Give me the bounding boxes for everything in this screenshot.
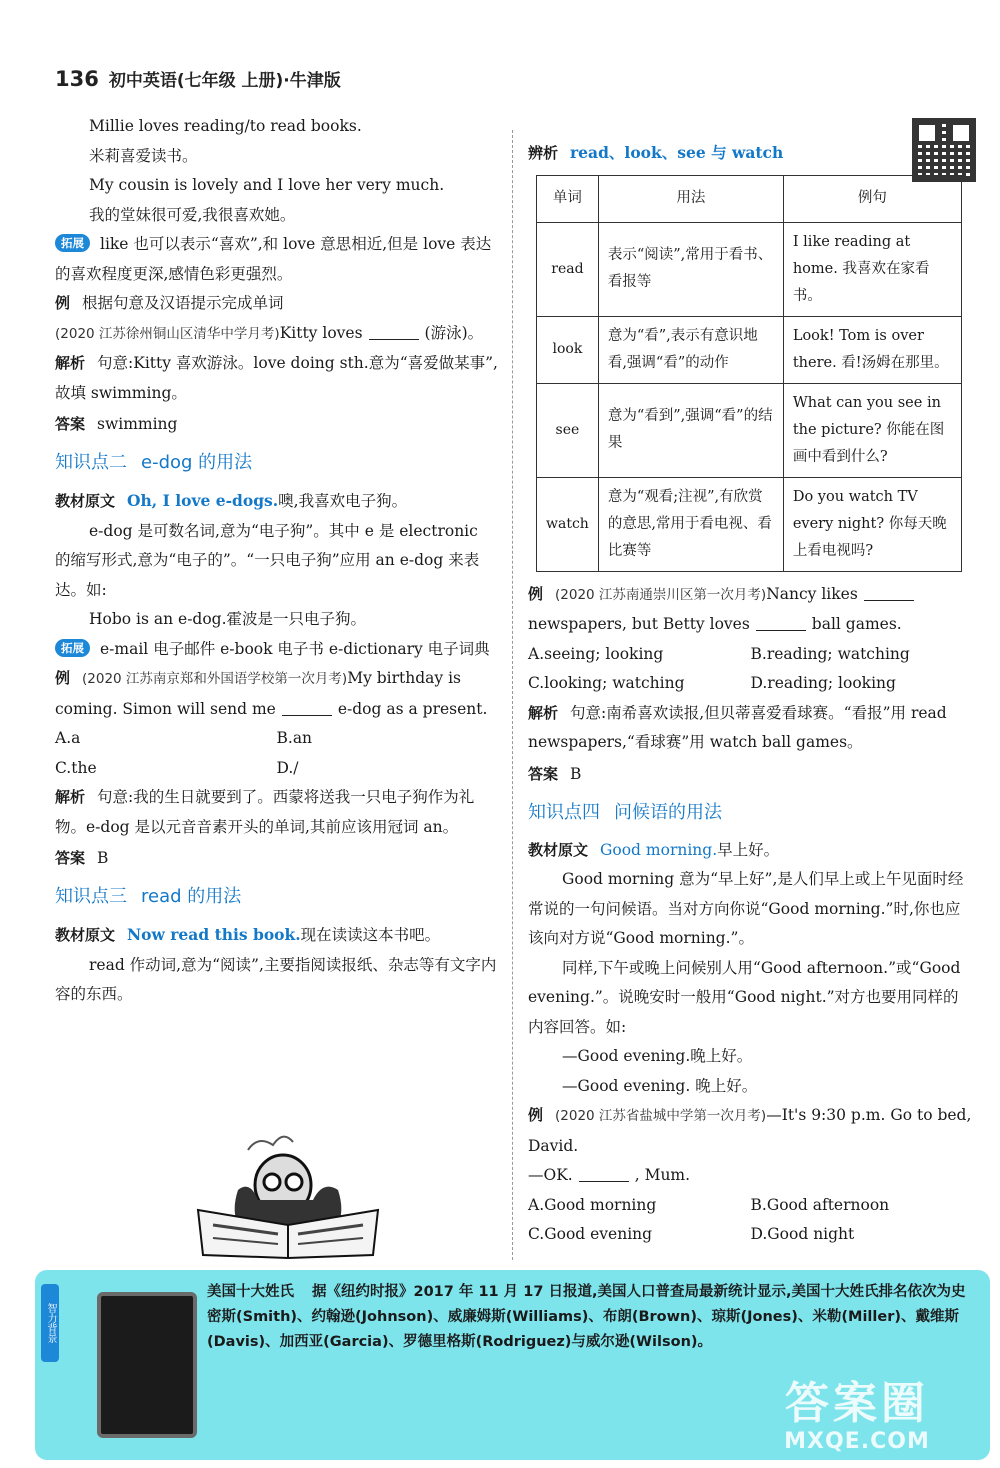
- stem-text: My birthday is coming. Simon will send me: [55, 669, 462, 718]
- option-a: A.seeing; looking: [528, 644, 664, 663]
- extension-note: [55, 635, 498, 665]
- watermark-url: MXQE.COM: [784, 1429, 930, 1454]
- trivia-text: 据《纽约时报》2017 年 11 月 17 日报道,美国人口普查局最新统计显示,美国十大姓氏排名依次为史密斯(Smith)、约翰逊(Johnson)、威廉姆斯(Williams)、布朗(Brown)、琼斯(Jones)、米勒(Miller)、戴维斯(Davis)、加西亚(Garcia)、罗德里格斯(Rodriguez)与威尔逊(Wilson)。: [207, 1284, 966, 1350]
- option-d: D./: [276, 758, 299, 777]
- example-sentence-en: Millie loves reading/to read books.: [89, 117, 362, 135]
- table-cell-word: see: [537, 383, 599, 477]
- dialog-line: —Good evening.晚上好。: [562, 1047, 753, 1065]
- example-sentence: Hobo is an e-dog.霍波是一只电子狗。: [89, 610, 367, 628]
- section-topic: 问候语的用法: [614, 801, 722, 823]
- example-label: 例: [528, 1106, 544, 1124]
- example-label: 例: [528, 584, 544, 603]
- section-heading: [55, 880, 498, 914]
- table-cell-word: read: [537, 222, 599, 316]
- answer: [55, 408, 498, 440]
- original-label: 教材原文: [528, 840, 589, 859]
- answer-text: B: [97, 849, 109, 867]
- option-a: A.Good morning: [528, 1195, 657, 1214]
- explanation-text: e-dog 是可数名词,意为“电子狗”。其中 e 是 electronic 的缩写形式,意为“电子的”。“一只电子狗”应用 an e-dog 来表达。如:: [55, 521, 480, 599]
- table-row: [537, 383, 962, 477]
- answer-options: [528, 1191, 973, 1250]
- trivia-content: [207, 1280, 977, 1355]
- option-b: B.Good afternoon: [750, 1195, 890, 1214]
- analysis: [528, 699, 973, 758]
- extension-note: [55, 230, 498, 289]
- table-cell-example: Do you watch TV every night? 你每天晚上看电视吗?: [783, 477, 961, 571]
- original-cn: 早上好。: [717, 840, 780, 859]
- analysis: [55, 783, 498, 842]
- stem-text: newspapers, but Betty loves: [528, 615, 750, 633]
- stem-text: —OK.: [528, 1166, 573, 1184]
- section-heading: [55, 446, 498, 480]
- answer: [55, 842, 498, 874]
- table-cell-usage: 表示“阅读”,常用于看书、看报等: [598, 222, 783, 316]
- stem-text: Nancy likes: [766, 584, 858, 603]
- column-divider: [512, 130, 513, 1260]
- answer-blank: [369, 325, 419, 340]
- table-cell-word: watch: [537, 477, 599, 571]
- analysis: [55, 349, 498, 408]
- option-b: B.reading; watching: [750, 644, 910, 663]
- answer-options: [55, 724, 498, 783]
- stem-text: —It's 9:30 p.m. Go to bed, David.: [528, 1106, 972, 1155]
- answer-label: 答案: [528, 764, 559, 783]
- option-d: D.Good night: [750, 1225, 855, 1243]
- left-column: [55, 112, 498, 1010]
- explanation-text: read 作动词,意为“阅读”,主要指阅读报纸、杂志等有文字内容的东西。: [55, 955, 497, 1003]
- trivia-tag: 智力背景: [41, 1284, 59, 1362]
- comparison-label: 辨析: [528, 144, 559, 162]
- answer-blank: [756, 616, 806, 631]
- stem-text: ball games.: [811, 615, 902, 633]
- example-sentence-cn: 我的堂妹很可爱,我很喜欢她。: [89, 205, 296, 224]
- table-cell-example: Look! Tom is over there. 看!汤姆在那里。: [783, 316, 961, 383]
- exercise-stem: [528, 580, 973, 640]
- example-sentence-en: My cousin is lovely and I love her very much.: [89, 176, 445, 194]
- exercise-source: (2020 江苏南通崇川区第一次月考): [555, 586, 767, 603]
- analysis-label: 解析: [55, 788, 86, 806]
- table-header-row: [537, 175, 962, 222]
- comparison-table: [536, 175, 962, 572]
- analysis-text: 句意:Kitty 喜欢游泳。love doing sth.意为“喜爱做某事”,故填 swimming。: [55, 354, 498, 402]
- section-heading: [528, 796, 973, 830]
- example-label: 例: [55, 669, 71, 687]
- exercise-source: (2020 江苏徐州铜山区清华中学月考): [55, 325, 280, 342]
- table-cell-word: look: [537, 316, 599, 383]
- option-c: C.the: [55, 758, 97, 777]
- extension-badge: 拓展: [55, 234, 90, 252]
- analysis-label: 解析: [55, 354, 86, 372]
- trivia-title: 美国十大姓氏: [207, 1284, 294, 1300]
- reading-man-illustration: [188, 1130, 388, 1260]
- answer: [528, 758, 973, 790]
- textbook-original: [55, 920, 498, 951]
- option-b: B.an: [276, 729, 313, 747]
- page-number: 136: [55, 67, 99, 91]
- exercise-stem: [55, 664, 498, 724]
- table-row: [537, 477, 962, 571]
- exercise-source: (2020 江苏南京郑和外国语学校第一次月考): [82, 671, 348, 687]
- comparison-heading: [528, 138, 973, 169]
- table-cell-usage: 意为“看”,表示有意识地看,强调“看”的动作: [598, 316, 783, 383]
- table-header: 用法: [598, 175, 783, 222]
- analysis-text: 句意:我的生日就要到了。西蒙将送我一只电子狗作为礼物。e-dog 是以元音音素开头的单词,其前应该用冠词 an。: [55, 788, 475, 836]
- original-cn: 噢,我喜欢电子狗。: [278, 492, 408, 510]
- option-c: C.looking; watching: [528, 674, 685, 692]
- analysis-label: 解析: [528, 703, 559, 722]
- textbook-original: [528, 836, 973, 866]
- original-cn: 现在读读这本书吧。: [300, 926, 441, 944]
- answer-blank: [864, 586, 914, 601]
- section-number: 知识点四: [528, 801, 600, 823]
- original-en: Oh, I love e-dogs.: [127, 491, 279, 510]
- option-a: A.a: [55, 729, 81, 747]
- extension-text: like 也可以表示“喜欢”,和 love 意思相近,但是 love 表达的喜欢程度更深,感情色彩更强烈。: [55, 235, 492, 283]
- dialog-line: —Good evening. 晚上好。: [562, 1076, 758, 1095]
- exercise-stem: [528, 1161, 973, 1191]
- stem-text: (游泳)。: [424, 323, 484, 342]
- option-c: C.Good evening: [528, 1225, 653, 1243]
- section-topic: read 的用法: [141, 886, 242, 907]
- answer-blank: [579, 1167, 629, 1182]
- exercise-instruction: [55, 289, 498, 319]
- table-cell-example: I like reading at home. 我喜欢在家看书。: [783, 222, 961, 316]
- table-row: [537, 316, 962, 383]
- original-label: 教材原文: [55, 492, 116, 510]
- exercise-instruction-text: 根据句意及汉语提示完成单词: [82, 294, 284, 312]
- exercise-stem: [55, 319, 498, 350]
- section-number: 知识点三: [55, 886, 127, 907]
- answer-options: [528, 640, 973, 699]
- table-cell-usage: 意为“观看;注视”,有欣赏的意思,常用于看电视、看比赛等: [598, 477, 783, 571]
- extension-badge: 拓展: [55, 639, 90, 657]
- table-row: [537, 222, 962, 316]
- book-title: 初中英语(七年级 上册)·牛津版: [108, 71, 341, 91]
- trivia-image: [97, 1292, 197, 1438]
- table-header: 例句: [783, 175, 961, 222]
- stem-text: Kitty loves: [279, 323, 363, 342]
- example-sentence-cn: 米莉喜爱读书。: [89, 146, 198, 165]
- exercise-stem: [528, 1101, 973, 1161]
- watermark-logo-text: 答案圈: [785, 1378, 929, 1429]
- example-label: 例: [55, 294, 71, 312]
- table-cell-usage: 意为“看到”,强调“看”的结果: [598, 383, 783, 477]
- stem-text: , Mum.: [634, 1166, 691, 1184]
- textbook-original: [55, 486, 498, 517]
- answer-blank: [282, 701, 332, 716]
- answer-text: swimming: [97, 415, 178, 433]
- extension-text: e-mail 电子邮件 e-book 电子书 e-dictionary 电子词典: [100, 639, 490, 658]
- table-cell-example: What can you see in the picture? 你能在图画中看到什么?: [783, 383, 961, 477]
- answer-label: 答案: [55, 415, 86, 433]
- original-en: Good morning.: [600, 840, 718, 859]
- answer-text: B: [570, 764, 582, 783]
- right-column: [528, 138, 973, 1250]
- comparison-title: read、look、see 与 watch: [570, 143, 784, 162]
- answer-label: 答案: [55, 849, 86, 867]
- option-d: D.reading; looking: [750, 674, 896, 692]
- explanation-text: 同样,下午或晚上问候别人用“Good afternoon.”或“Good evening.”。说晚安时一般用“Good night.”对方也要用同样的内容回答。如:: [528, 958, 961, 1036]
- original-en: Now read this book.: [127, 925, 301, 944]
- exercise-source: (2020 江苏省盐城中学第一次月考): [555, 1108, 767, 1124]
- section-number: 知识点二: [55, 452, 127, 473]
- table-header: 单词: [537, 175, 599, 222]
- analysis-text: 句意:南希喜欢读报,但贝蒂喜爱看球赛。“看报”用 read newspapers,“看球赛”用 watch ball games。: [528, 703, 947, 751]
- original-label: 教材原文: [55, 926, 116, 944]
- site-watermark: [732, 1378, 982, 1458]
- explanation-text: Good morning 意为“早上好”,是人们早上或上午见面时经常说的一句问候语。当对方向你说“Good morning.”时,你也应该向对方说“Good morning.”。: [528, 870, 964, 947]
- stem-text: e-dog as a present.: [337, 699, 488, 718]
- page-header: [55, 66, 955, 96]
- section-topic: e-dog 的用法: [141, 452, 253, 473]
